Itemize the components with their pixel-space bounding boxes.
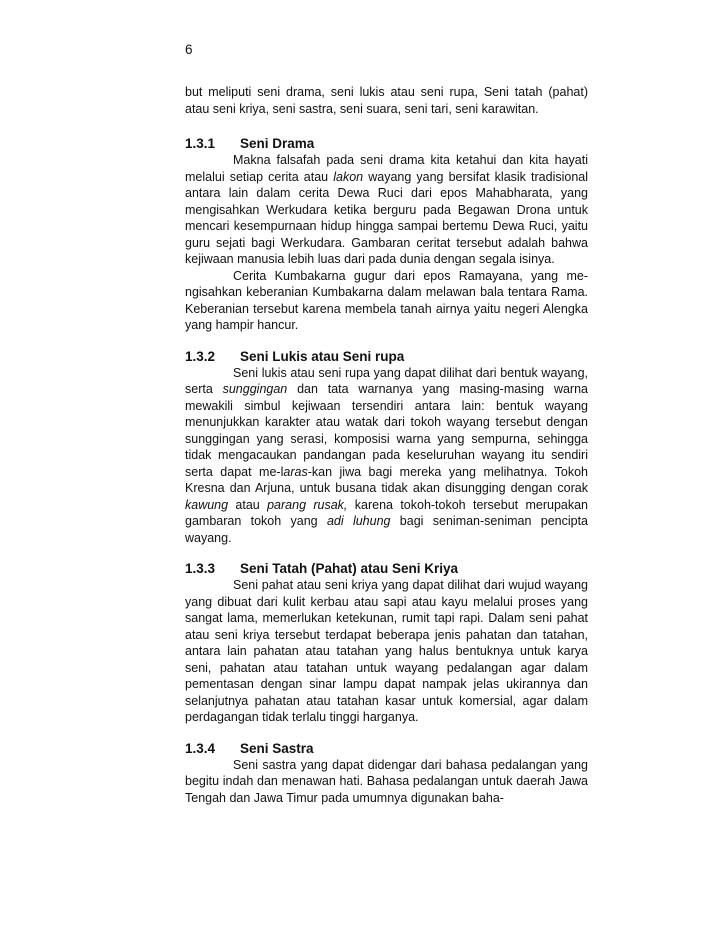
body-paragraph: [185, 365, 588, 547]
document-body: [185, 84, 588, 806]
italic-term: parang rusak,: [267, 497, 348, 512]
section-heading: [185, 560, 588, 577]
italic-term: sunggingan: [222, 382, 288, 396]
body-paragraph: [185, 152, 588, 268]
italic-term: aras: [283, 464, 308, 479]
italic-term: lakon: [333, 169, 364, 184]
italic-term: kawung: [185, 497, 229, 512]
page-number: 6: [185, 42, 193, 57]
section-1-3-2: [185, 348, 588, 547]
section-heading: [185, 348, 588, 365]
text-run: Makna falsafah pada seni drama kita ketahui dan kita hayati melalui setiap cerita atau: [185, 153, 588, 184]
intro-paragraph: but meliputi seni drama, seni lukis atau seni rupa, Seni tatah (pahat) atau seni kriya, seni sastra, seni suara, seni tari, seni karawitan.: [185, 85, 588, 116]
text-run: Seni pahat atau seni kriya yang dapat dilihat dari wujud wayang yang dibuat dari kulit kerbau atau sapi atau kayu melalui proses yang sangat lama, memerlukan ketekunan, rumit tapi rapi. Dalam seni pahat atau seni kriya tersebut terdapat beberapa jenis pahatan dan tatahan, antara lain pahatan atau tatahan yang halus bentuknya untuk karya seni, pahatan atau tatahan untuk wayang pedalangan agar dalam pementasan dengan sinar lampu dapat nampak jelas ukirannya dan selanjutnya pahatan atau tatahan kasar untuk komersial, agar dalam perdagangan tidak terlalu tinggi harganya.: [185, 578, 588, 724]
section-heading: [185, 135, 588, 152]
text-run: Seni lukis atau seni rupa yang dapat dilihat dari bentuk wayang, serta: [185, 365, 588, 396]
section-title: Seni Lukis atau Seni rupa: [240, 348, 405, 364]
text-run: Seni sastra yang dapat didengar dari bahasa pedalangan yang begitu indah dan menawan hati. Bahasa pedalangan untuk daerah Jawa Tengah dan Jawa Timur pada umumnya digunakan baha-: [185, 757, 588, 805]
section-title: Seni Drama: [240, 136, 315, 151]
section-number: 1.3.3: [185, 561, 216, 576]
section-heading: [185, 740, 588, 757]
body-paragraph: [185, 577, 588, 726]
section-title: Seni Tatah (Pahat) atau Seni Kriya: [240, 561, 459, 576]
italic-term: adi luhung: [326, 514, 391, 528]
section-1-3-1: [185, 135, 588, 334]
section-number: 1.3.1: [185, 136, 216, 151]
section-number: 1.3.2: [185, 348, 216, 364]
section-title: Seni Sastra: [240, 740, 314, 756]
sections-container: [185, 135, 588, 806]
text-run: bagi seniman-seniman pencipta wayang.: [185, 514, 588, 545]
body-paragraph: [185, 268, 588, 334]
section-1-3-4: [185, 740, 588, 807]
text-run: wayang yang bersifat klasik tradisional antara lain dalam cerita Dewa Ruci dari epos Mahabharata, yang mengisahkan Werkudara ketika berguru pada Begawan Drona untuk mencari kesempurnaan hidup hingga sampai bertemu Dewa Ruci, yaitu guru sejati bagi Werkudara. Gambaran ceritat tersebut adalah bahwa kejiwaan manusia lebih luas dari pada dunia dengan segala isinya.: [185, 169, 589, 266]
text-run: dan tata warnanya yang masing-masing warna mewakili simbul kejiwaan tersendiri antara lain: bentuk wayang menunjukkan karakter atau watak dari tokoh wayang tersebut dengan sunggingan yang serasi, komposisi warna yang sempurna, sehingga tidak mengacaukan pandangan pada keseluruhan wayang itu sendiri serta dapat me-l: [185, 382, 588, 479]
section-1-3-3: [185, 560, 588, 726]
text-run: Cerita Kumbakarna gugur dari epos Ramayana, yang mengisahkan keberanian Kumbakarna dalam melawan bala tentara Rama. Keberanian tersebut karena membela tanah airnya yaitu negeri Alengka yang hampir hancur.: [185, 268, 588, 332]
text-run: atau: [228, 497, 268, 512]
text-run: -kan jiwa bagi mereka yang melihatnya. Tokoh Kresna dan Arjuna, untuk busana tidak akan disungging dengan corak: [185, 464, 588, 495]
text-run: karena tokoh-tokoh tersebut merupakan gambaran tokoh yang: [185, 497, 589, 528]
section-number: 1.3.4: [185, 740, 216, 756]
body-paragraph: [185, 757, 588, 807]
